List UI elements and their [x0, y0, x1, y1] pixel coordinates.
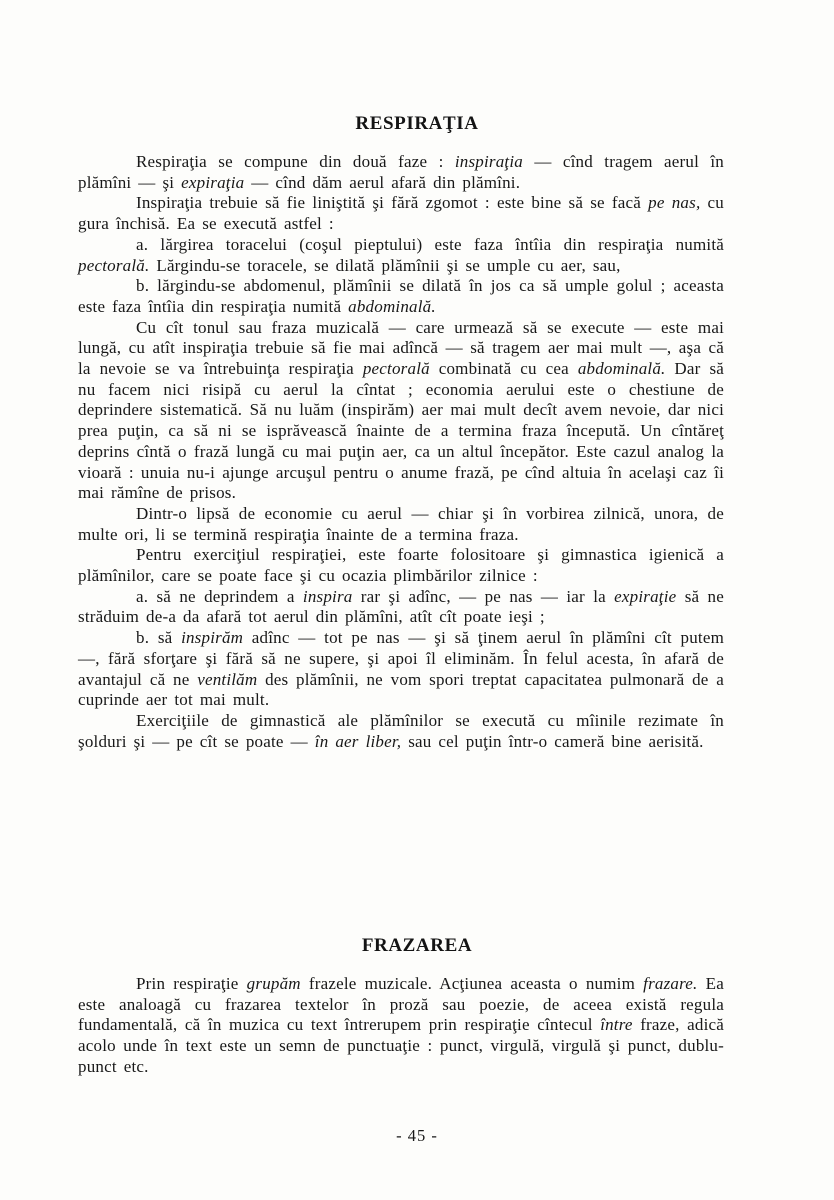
text-run: rar şi adînc, — pe nas — iar la	[352, 586, 615, 606]
paragraph	[78, 235, 724, 276]
paragraph	[78, 974, 724, 1078]
emphasized-text: abdominală.	[577, 359, 666, 379]
paragraph	[78, 318, 724, 504]
text-run: Cu cît tonul sau fraza muzicală — care urmează să se execute — este mai lungă, cu atît inspiraţia trebuie să fie mai adîncă — să tragem aer mai mult —, aşa că la nevoie se va întrebuinţa respiraţia	[78, 317, 724, 379]
text-run: Exerciţiile de gimnastică ale plămînilor se execută cu mîinile rezimate în şolduri şi — pe cît se poate —	[78, 710, 724, 751]
emphasized-text: inspiraţia	[454, 152, 523, 171]
text-run: b. lărgindu-se abdomenul, plămînii se dilată în jos ca să umple golul ; aceasta este faza întîia din respiraţia numită	[78, 276, 724, 316]
paragraph	[78, 193, 724, 234]
paragraph	[78, 587, 724, 628]
paragraph	[78, 504, 724, 545]
text-run: a. să ne deprindem a	[136, 586, 303, 606]
text-run: să ne străduim de-a da afară tot aerul din plămîni, atît cît poate ieşi ;	[78, 586, 724, 627]
text-run: Lărgindu-se toracele, se dilată plămînii şi se umple cu aer, sau,	[149, 255, 621, 275]
emphasized-text: pectorală.	[78, 255, 150, 275]
emphasized-text: pectorală	[362, 359, 430, 379]
emphasized-text: inspira	[302, 586, 353, 606]
emphasized-text: ventilăm	[197, 669, 258, 689]
paragraph	[78, 545, 724, 586]
text-run: sau cel puţin într-o cameră bine aerisită.	[401, 731, 704, 751]
paragraph	[78, 276, 724, 317]
text-run: Prin respiraţie	[136, 974, 247, 993]
page-number: - 45 -	[396, 1126, 438, 1145]
text-run: adînc — tot pe nas — şi să ţinem aerul în plămîni cît putem —, fără sforţare şi fără să ne supere, şi apoi îl eliminăm. În felul acesta, în afară de avantajul că ne	[78, 628, 724, 689]
emphasized-text: pe nas,	[648, 193, 701, 213]
section-body-frazarea	[78, 974, 724, 1078]
emphasized-text: expiraţie	[614, 586, 677, 606]
text-run: — cînd dăm aerul afară din plămîni.	[244, 172, 521, 192]
paragraph	[78, 711, 724, 752]
paragraph	[78, 628, 724, 711]
emphasized-text: frazare.	[643, 974, 698, 993]
text-run: Dar să nu facem nici risipă cu aerul la cîntat ; economia aerului este o chestiune de deprindere sistematică. Să nu luăm (inspirăm) aer mai mult decît avem nevoie, dar nici prea puţin, ca să ni se isprăvească înainte de a termina fraza începută. Un cîntăreţ deprins cîntă o frază lungă cu mai puţin aer, ca un altul începător. Este cazul analog la vioară : unuia nu-i ajunge arcuşul pentru o anume frază, pe cînd altuia în acelaşi caz îi mai rămîne de prisos.	[78, 359, 725, 503]
emphasized-text: expiraţia	[181, 172, 245, 192]
emphasized-text: inspirăm	[181, 628, 244, 648]
text-run: Pentru exerciţiul respiraţiei, este foarte folositoare şi gimnastica igienică a plămînilor, care se poate face şi cu ocazia plimbărilor zilnice :	[78, 545, 724, 586]
emphasized-text: abdominală.	[348, 296, 436, 316]
text-run: b. să	[136, 628, 182, 648]
emphasized-text: grupăm	[246, 974, 301, 993]
section-title-respiratia: RESPIRAŢIA	[355, 113, 479, 134]
paragraph	[78, 152, 724, 193]
section-body-respiratia	[78, 152, 724, 752]
section-title-frazarea: FRAZAREA	[361, 935, 473, 956]
text-run: fraze, adică acolo unde în text este un semn de punctuaţie : punct, virgulă, virgulă şi punct, dublu-punct etc.	[78, 1015, 724, 1076]
text-run: cu gura închisă. Ea se execută astfel :	[78, 193, 724, 234]
text-run: a. lărgirea toracelui (coşul pieptului) este faza întîia din respiraţia numită	[136, 234, 724, 254]
text-run: Ea este analoagă cu frazarea textelor în proză sau poezie, de aceea există regula fundamentală, că în muzica cu text întrerupem prin respiraţie cîntecul	[78, 974, 724, 1035]
text-run: Respiraţia se compune din două faze :	[136, 152, 455, 171]
text-run: combinată cu cea	[429, 359, 578, 379]
text-run: frazele muzicale. Acţiunea aceasta o numim	[300, 974, 644, 993]
emphasized-text: în aer liber,	[314, 731, 402, 751]
text-run: — cînd tragem aerul în plămîni — şi	[78, 152, 724, 192]
emphasized-text: între	[600, 1015, 633, 1035]
text-run: Inspiraţia trebuie să fie liniştită şi fără zgomot : este bine să se facă	[136, 193, 649, 213]
text-run: Dintr-o lipsă de economie cu aerul — chiar şi în vorbirea zilnică, unora, de multe ori, li se termină respiraţia înainte de a termina fraza.	[78, 503, 724, 544]
text-run: des plămînii, ne vom spori treptat capacitatea pulmonară de a cuprinde aer tot mai mult.	[78, 669, 724, 710]
